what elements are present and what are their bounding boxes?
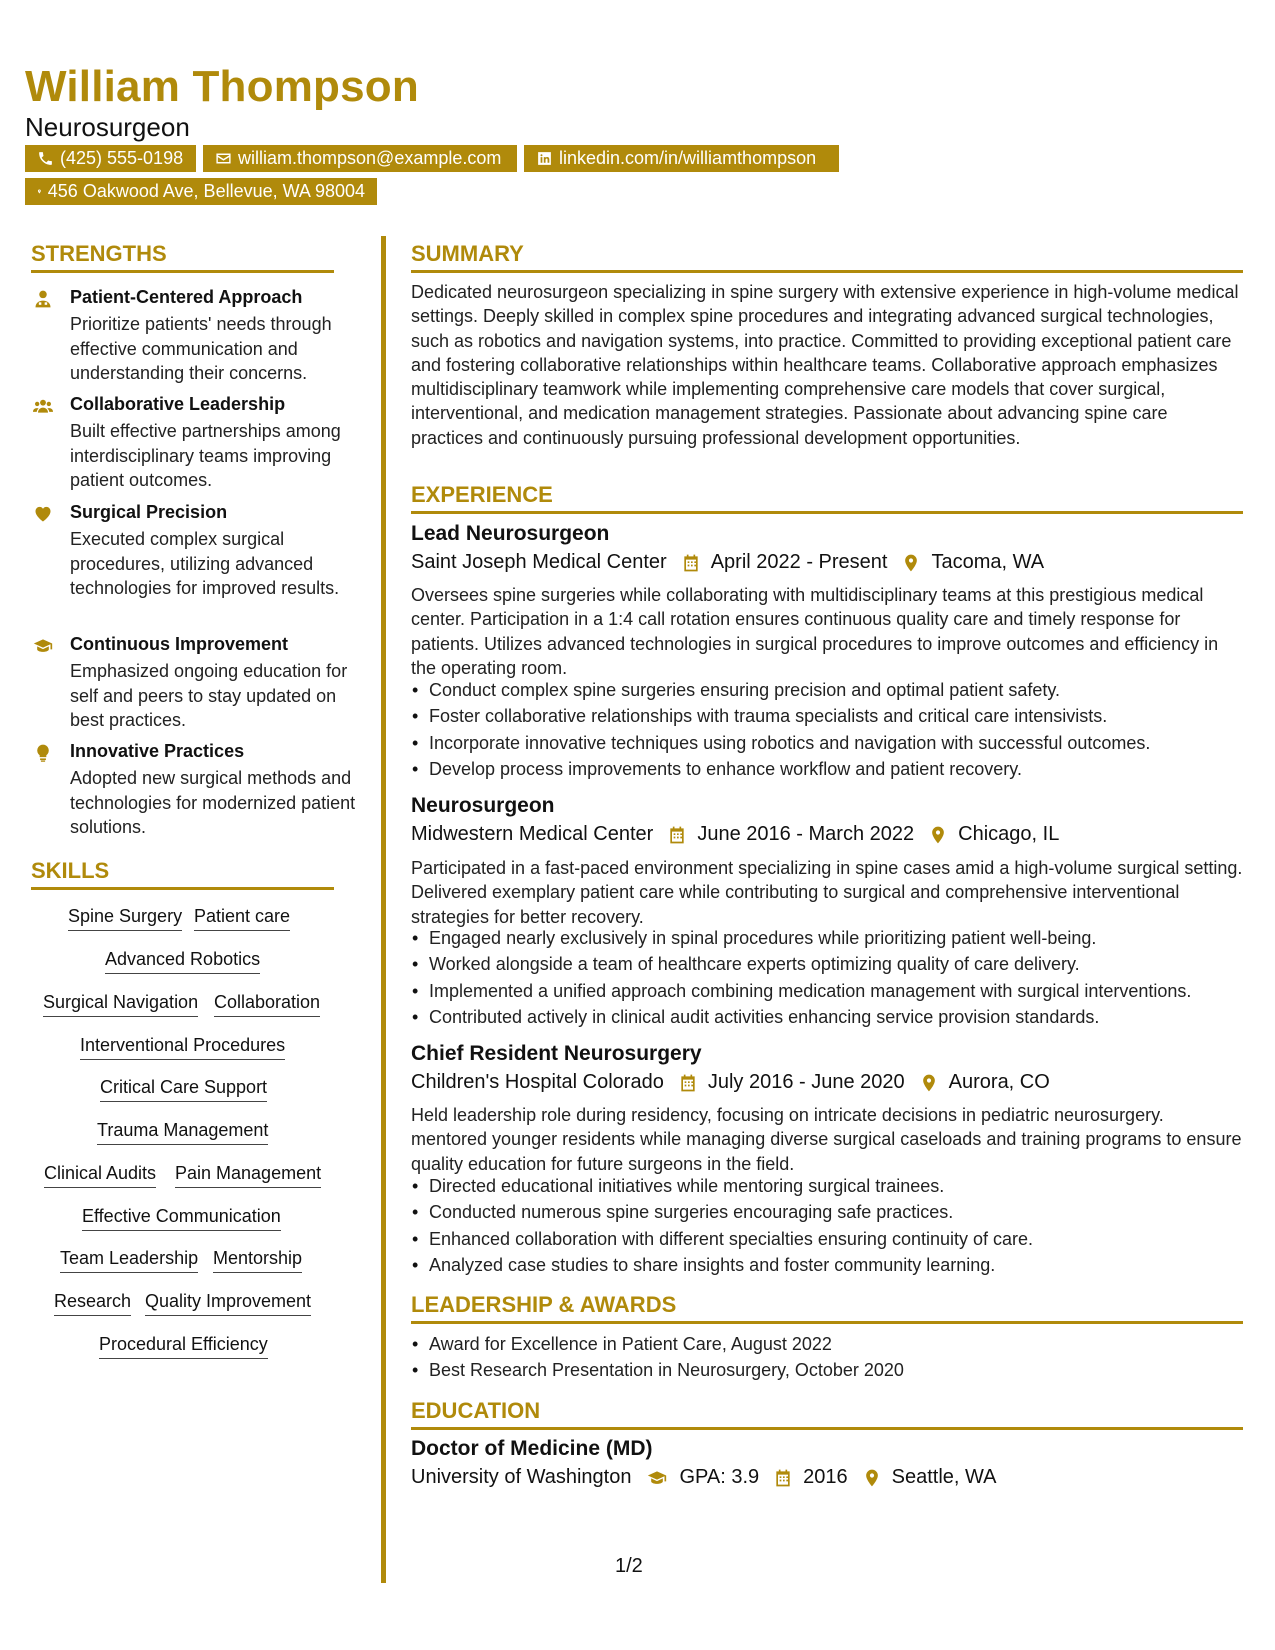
job-meta (411, 551, 1044, 574)
job-company: Children's Hospital Colorado (411, 1071, 664, 1093)
list-item: • Develop process improvements to enhance workflow and patient recovery. (429, 756, 1269, 782)
strength-title: Collaborative Leadership (70, 394, 286, 414)
graduation-cap-icon (645, 1468, 669, 1488)
job-bullets (411, 1173, 1269, 1278)
page-number: 1/2 (615, 1555, 643, 1577)
job-meta (411, 823, 1059, 846)
awards-rule (411, 1321, 1243, 1324)
list-item: • Conducted numerous spine surgeries encouraging safe practices. (429, 1199, 1269, 1225)
address-text: 456 Oakwood Ave, Bellevue, WA 98004 (47, 181, 365, 201)
skill-tag: Mentorship (213, 1248, 302, 1273)
calendar-icon (681, 553, 701, 573)
graduation-cap-icon (33, 636, 53, 656)
list-item: • Worked alongside a team of healthcare experts optimizing quality of care delivery. (429, 951, 1269, 977)
map-pin-icon (37, 183, 42, 200)
linkedin-text: linkedin.com/in/williamthompson (559, 148, 817, 168)
users-icon (33, 396, 53, 416)
skill-tag: Critical Care Support (100, 1077, 267, 1102)
phone-text: (425) 555-0198 (60, 148, 184, 168)
phone-chip[interactable] (25, 145, 196, 172)
job-description: Oversees spine surgeries while collaborating with multidisciplinary teams at this prestigious medical center. Participation in a 1:4 call rotation ensures continuous quality care and timely response for patients. Utilizes advanced technologies in surgical procedures to improve outcomes and efficiency in the operating room. (411, 585, 1219, 678)
job-dates: July 2016 - June 2020 (707, 1071, 905, 1093)
graduation-year: 2016 (803, 1466, 848, 1488)
candidate-title: Neurosurgeon (25, 112, 190, 142)
strength-title: Patient-Centered Approach (70, 287, 303, 307)
strength-title: Surgical Precision (70, 502, 228, 522)
list-item: • Contributed actively in clinical audit activities enhancing service provision standards. (429, 1004, 1269, 1030)
strength-desc: Prioritize patients' needs through effective communication and understanding their concerns. (70, 314, 332, 383)
lightbulb-icon (33, 743, 53, 763)
job-bullets (411, 925, 1269, 1030)
list-item: • Foster collaborative relationships with trauma specialists and critical care intensivists. (429, 703, 1269, 729)
job-dates: June 2016 - March 2022 (697, 823, 915, 845)
skill-tag: Spine Surgery (68, 906, 182, 931)
map-pin-icon (928, 825, 948, 845)
map-pin-icon (901, 553, 921, 573)
email-text: william.thompson@example.com (238, 148, 502, 168)
strength-desc: Executed complex surgical procedures, utilizing advanced technologies for improved results. (70, 529, 340, 598)
linkedin-icon (536, 150, 553, 167)
job-description: Held leadership role during residency, focusing on intricate decisions in pediatric neurosurgery. mentored younger residents while managing diverse surgical caseloads and training programs to ensure quality education for future surgeons in the field. (411, 1105, 1242, 1174)
job-description: Participated in a fast-paced environment specializing in spine cases amid a high-volume surgical setting. Delivered exemplary patient care while contributing to surgical and comprehensive interventional strategies for better recovery. (411, 858, 1243, 927)
skill-tag: Procedural Efficiency (99, 1334, 268, 1359)
strength-title: Continuous Improvement (70, 634, 289, 654)
job-location: Aurora, CO (948, 1071, 1050, 1093)
list-item: • Conduct complex spine surgeries ensuring precision and optimal patient safety. (429, 677, 1269, 703)
list-item: • Enhanced collaboration with different specialties ensuring continuity of care. (429, 1226, 1269, 1252)
summary-text: Dedicated neurosurgeon specializing in spine surgery with extensive experience in high-volume medical settings. Deeply skilled in complex spine procedures and integrating advanced surgical technologies, such as robotics and navigation systems, into practice. Committed to providing exceptional patient care and fostering collaborative relationships within healthcare teams. Collaborative approach emphasizes multidisciplinary teamwork while implementing comprehensive care models that cover surgical, interventional, and medication management strategies. Passionate about advancing spine care practices and continuously pursuing professional development opportunities. (411, 282, 1239, 448)
job-dates: April 2022 - Present (710, 551, 888, 573)
strengths-rule (31, 270, 334, 273)
job-title: Lead Neurosurgeon (411, 522, 610, 545)
list-item: • Incorporate innovative techniques using robotics and navigation with successful outcomes. (429, 730, 1269, 756)
map-pin-icon (862, 1468, 882, 1488)
list-item: • Analyzed case studies to share insights and foster community learning. (429, 1252, 1269, 1278)
list-item: • Engaged nearly exclusively in spinal procedures while prioritizing patient well-being. (429, 925, 1269, 951)
strength-desc: Emphasized ongoing education for self and peers to stay updated on best practices. (70, 661, 348, 730)
job-location: Tacoma, WA (931, 551, 1045, 573)
strengths-heading: STRENGTHS (31, 241, 167, 266)
calendar-icon (678, 1073, 698, 1093)
skill-tag: Interventional Procedures (80, 1035, 285, 1060)
skill-tag: Effective Communication (82, 1206, 281, 1231)
skill-tag: Team Leadership (60, 1248, 198, 1273)
degree-title: Doctor of Medicine (MD) (411, 1437, 653, 1460)
calendar-icon (667, 825, 687, 845)
list-item: • Directed educational initiatives while mentoring surgical trainees. (429, 1173, 1269, 1199)
skill-tag: Research (54, 1291, 131, 1316)
linkedin-chip[interactable] (524, 145, 839, 172)
skill-tag: Quality Improvement (145, 1291, 311, 1316)
email-chip[interactable] (203, 145, 517, 172)
job-meta (411, 1071, 1050, 1094)
summary-rule (411, 270, 1243, 273)
candidate-name: William Thompson (25, 62, 419, 111)
strength-desc: Built effective partnerships among interdisciplinary teams improving patient outcomes. (70, 421, 341, 490)
gpa: GPA: 3.9 (679, 1466, 760, 1488)
education-meta (411, 1466, 997, 1489)
job-company: Midwestern Medical Center (411, 823, 654, 845)
education-heading: EDUCATION (411, 1398, 541, 1423)
user-doctor-icon (33, 289, 53, 309)
job-title: Neurosurgeon (411, 794, 555, 817)
skill-tag: Patient care (194, 906, 290, 931)
strength-desc: Adopted new surgical methods and technologies for modernized patient solutions. (70, 768, 356, 837)
address-chip (25, 178, 377, 205)
skill-tag: Surgical Navigation (43, 992, 198, 1017)
experience-heading: EXPERIENCE (411, 482, 553, 507)
column-divider (381, 236, 386, 1583)
skills-heading: SKILLS (31, 858, 110, 883)
skill-tag: Clinical Audits (44, 1163, 156, 1188)
experience-rule (411, 511, 1243, 514)
list-item: • Best Research Presentation in Neurosurgery, October 2020 (429, 1357, 1269, 1383)
phone-icon (37, 150, 54, 167)
education-rule (411, 1427, 1243, 1430)
job-company: Saint Joseph Medical Center (411, 551, 667, 573)
skill-tag: Advanced Robotics (105, 949, 260, 974)
job-title: Chief Resident Neurosurgery (411, 1042, 702, 1065)
awards-heading: LEADERSHIP & AWARDS (411, 1292, 677, 1317)
education-location: Seattle, WA (891, 1466, 997, 1488)
skill-tag: Pain Management (175, 1163, 321, 1188)
job-bullets (411, 677, 1269, 782)
job-location: Chicago, IL (958, 823, 1060, 845)
awards-list (411, 1331, 1269, 1384)
map-pin-icon (919, 1073, 939, 1093)
list-item: • Award for Excellence in Patient Care, August 2022 (429, 1331, 1269, 1357)
list-item: • Implemented a unified approach combining medication management with surgical interventions. (429, 978, 1269, 1004)
envelope-icon (215, 150, 232, 167)
skill-tag: Trauma Management (97, 1120, 268, 1145)
skills-rule (31, 887, 334, 890)
summary-heading: SUMMARY (411, 241, 524, 266)
skill-tag: Collaboration (214, 992, 320, 1017)
heart-icon (33, 504, 53, 524)
school-name: University of Washington (411, 1466, 632, 1488)
strength-title: Innovative Practices (70, 741, 245, 761)
calendar-icon (773, 1468, 793, 1488)
